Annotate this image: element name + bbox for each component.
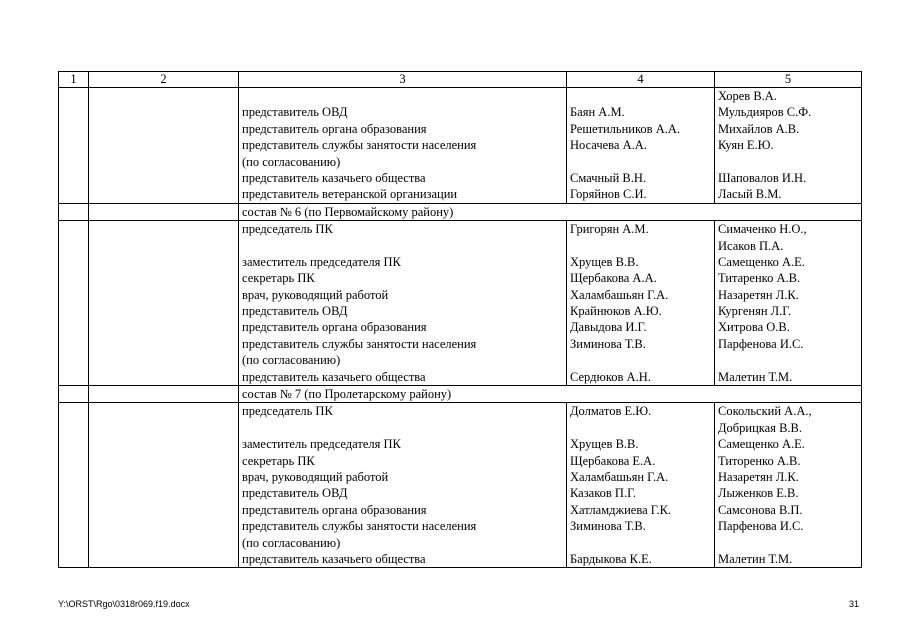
role-line: заместитель председателя ПК <box>242 437 401 452</box>
member-line: Щербакова Е.А. <box>570 453 656 468</box>
reserve-line: Шаповалов И.Н. <box>718 170 807 185</box>
commission-table <box>58 71 862 568</box>
reserve-line: Ласый В.М. <box>718 187 782 202</box>
role-line <box>242 238 566 254</box>
members-row <box>59 88 862 204</box>
member-line: Хрущев В.В. <box>570 254 639 269</box>
role-line: врач, руководящий работой <box>242 287 389 302</box>
member-line: Решетильников А.А. <box>570 121 680 136</box>
reserve-line: Лыженков Е.В. <box>718 486 799 501</box>
role-line <box>242 88 566 104</box>
member-line <box>570 238 714 254</box>
reserve-line: Мульдияров С.Ф. <box>718 105 812 120</box>
reserve-line: Малетин Т.М. <box>718 369 793 384</box>
role-line: представитель органа образования <box>242 502 427 517</box>
member-line: Горяйнов С.И. <box>570 187 647 202</box>
member-line <box>570 154 714 170</box>
role-line: представитель ОВД <box>242 486 348 501</box>
reserve-line: Симаченко Н.О., <box>718 222 807 237</box>
role-line: представитель казачьего общества <box>242 170 426 185</box>
reserve-cell <box>715 221 862 386</box>
commission-table-body <box>59 72 862 568</box>
member-line: Хатламджиева Г.К. <box>570 502 672 517</box>
section-heading-row <box>59 386 862 403</box>
reserve-line <box>718 154 861 170</box>
member-line: Щербакова А.А. <box>570 271 657 286</box>
member-line <box>570 420 714 436</box>
member-cell <box>567 221 715 386</box>
header-cell-5: 5 <box>715 72 862 88</box>
members-row <box>59 403 862 568</box>
role-line: председатель ПК <box>242 222 333 237</box>
reserve-line <box>718 352 861 368</box>
members-row <box>59 221 862 386</box>
role-cell <box>239 221 567 386</box>
role-line: представитель службы занятости населения <box>242 519 477 534</box>
reserve-line: Кургенян Л.Г. <box>718 304 792 319</box>
role-cell <box>239 403 567 568</box>
member-line: Долматов Е.Ю. <box>570 404 652 419</box>
member-line: Григорян А.М. <box>570 222 649 237</box>
reserve-line: Титаренко А.В. <box>718 271 801 286</box>
member-line: Крайнюков А.Ю. <box>570 304 662 319</box>
role-line: секретарь ПК <box>242 271 315 286</box>
member-line: Баян А.М. <box>570 105 625 120</box>
reserve-line: Самещенко А.Е. <box>718 437 805 452</box>
role-line: представитель казачьего общества <box>242 551 426 566</box>
header-cell-2: 2 <box>89 72 239 88</box>
reserve-line: Парфенова И.С. <box>718 519 804 534</box>
empty-cell <box>59 386 89 403</box>
member-line: Халамбашьян Г.А. <box>570 470 669 485</box>
member-line: Хрущев В.В. <box>570 437 639 452</box>
role-cell <box>239 88 567 204</box>
member-line: Давыдова И.Г. <box>570 320 647 335</box>
reserve-line: Назаретян Л.К. <box>718 470 799 485</box>
reserve-line: Михайлов А.В. <box>718 121 800 136</box>
member-cell <box>567 403 715 568</box>
empty-cell <box>89 386 239 403</box>
role-line: представитель службы занятости населения <box>242 138 477 153</box>
reserve-line: Добрицкая В.В. <box>718 420 802 435</box>
member-line: Сердюков А.Н. <box>570 369 651 384</box>
role-line <box>242 420 566 436</box>
role-line: заместитель председателя ПК <box>242 254 401 269</box>
footer-page-number: 31 <box>848 599 859 609</box>
section-heading: состав № 7 (по Пролетарскому району) <box>239 386 862 403</box>
reserve-line: Парфенова И.С. <box>718 336 804 351</box>
member-line: Бардыкова К.Е. <box>570 551 652 566</box>
role-line: врач, руководящий работой <box>242 470 389 485</box>
empty-cell <box>89 403 239 568</box>
reserve-line: Малетин Т.М. <box>718 551 793 566</box>
role-line: представитель ОВД <box>242 105 348 120</box>
role-line: (по согласованию) <box>242 154 341 169</box>
role-line: председатель ПК <box>242 404 333 419</box>
member-line <box>570 88 714 104</box>
role-line: представитель службы занятости населения <box>242 336 477 351</box>
empty-cell <box>59 88 89 204</box>
member-line: Зиминова Т.В. <box>570 336 646 351</box>
member-line: Халамбашьян Г.А. <box>570 287 669 302</box>
reserve-line: Сокольский А.А., <box>718 404 812 419</box>
role-line: представитель казачьего общества <box>242 369 426 384</box>
role-line: представитель органа образования <box>242 121 427 136</box>
role-line: представитель ветеранской организации <box>242 187 458 202</box>
member-line <box>570 535 714 551</box>
empty-cell <box>59 221 89 386</box>
header-cell-1: 1 <box>59 72 89 88</box>
member-line <box>570 352 714 368</box>
role-line: (по согласованию) <box>242 535 341 550</box>
empty-cell <box>89 88 239 204</box>
reserve-line: Титоренко А.В. <box>718 453 801 468</box>
empty-cell <box>59 203 89 220</box>
reserve-line: Исаков П.А. <box>718 238 784 253</box>
header-row <box>59 72 862 88</box>
section-heading-row <box>59 203 862 220</box>
header-cell-3: 3 <box>239 72 567 88</box>
reserve-line: Самсонова В.П. <box>718 502 803 517</box>
empty-cell <box>89 221 239 386</box>
role-line: секретарь ПК <box>242 453 315 468</box>
reserve-cell <box>715 403 862 568</box>
header-cell-4: 4 <box>567 72 715 88</box>
reserve-line: Куян Е.Ю. <box>718 138 774 153</box>
member-line: Носачева А.А. <box>570 138 647 153</box>
reserve-line: Самещенко А.Е. <box>718 254 805 269</box>
role-line: представитель ОВД <box>242 304 348 319</box>
reserve-line: Хорев В.А. <box>718 89 777 103</box>
role-line: (по согласованию) <box>242 353 341 368</box>
member-line: Казаков П.Г. <box>570 486 637 501</box>
empty-cell <box>89 203 239 220</box>
reserve-line: Назаретян Л.К. <box>718 287 799 302</box>
section-heading: состав № 6 (по Первомайскому району) <box>239 203 862 220</box>
reserve-line: Хитрова О.В. <box>718 320 790 335</box>
reserve-line <box>718 535 861 551</box>
reserve-cell <box>715 88 862 204</box>
role-line: представитель органа образования <box>242 320 427 335</box>
member-cell <box>567 88 715 204</box>
member-line: Зиминова Т.В. <box>570 519 646 534</box>
member-line: Смачный В.Н. <box>570 170 647 185</box>
footer-file-path: Y:\ORST\Rgo\0318r069.f19.docx <box>58 599 190 609</box>
empty-cell <box>59 403 89 568</box>
